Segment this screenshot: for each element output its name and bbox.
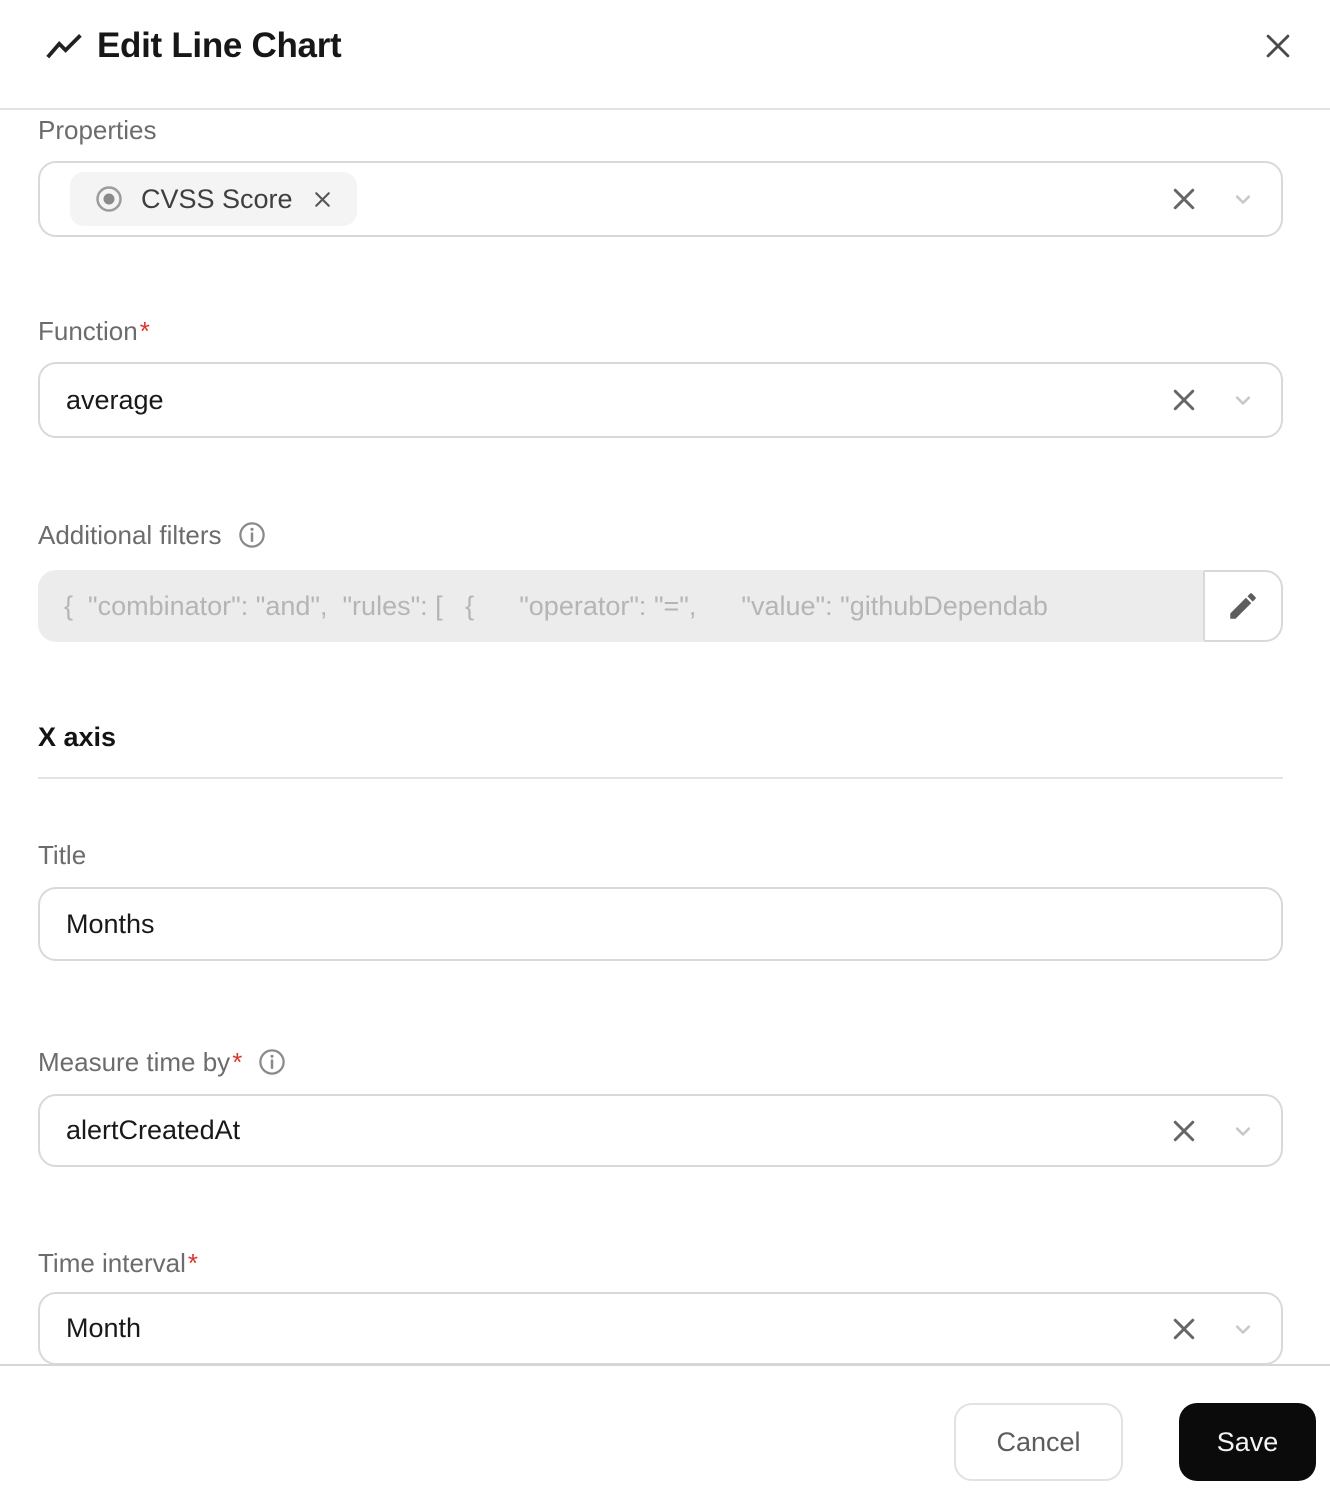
function-group: [38, 317, 1283, 438]
measure-time-by-dropdown-toggle[interactable]: [1229, 1117, 1257, 1145]
modal-content: [0, 110, 1330, 1364]
selected-property-chip: [70, 172, 357, 226]
required-asterisk: *: [139, 316, 150, 346]
properties-dropdown-toggle[interactable]: [1229, 185, 1257, 213]
time-interval-value: Month: [66, 1313, 142, 1343]
function-dropdown-toggle[interactable]: [1229, 386, 1257, 414]
filter-json-text: { "combinator": "and", "rules": [ { "operator": "=", "value": "githubDependab: [64, 590, 1048, 621]
chevron-down-icon: [1229, 1117, 1257, 1145]
properties-clear-button[interactable]: [1169, 184, 1199, 214]
modal-footer: [0, 1364, 1330, 1506]
time-interval-label: Time interval *: [38, 1248, 198, 1278]
properties-multiselect[interactable]: [38, 161, 1283, 237]
time-interval-clear-button[interactable]: [1169, 1314, 1199, 1344]
additional-filters-row: [38, 570, 1283, 642]
chip-label: CVSS Score: [141, 183, 293, 214]
additional-filters-group: [38, 520, 1283, 642]
required-asterisk: *: [232, 1047, 243, 1077]
close-button[interactable]: [1256, 24, 1300, 68]
info-icon[interactable]: [237, 520, 267, 550]
measure-time-by-clear-button[interactable]: [1169, 1116, 1199, 1146]
additional-filters-input-disabled: [38, 570, 1203, 642]
time-interval-dropdown-toggle[interactable]: [1229, 1315, 1257, 1343]
line-chart-icon: [45, 28, 83, 66]
x-axis-section: [38, 722, 1283, 779]
cancel-button[interactable]: Cancel: [954, 1403, 1123, 1481]
info-icon[interactable]: [257, 1047, 287, 1077]
function-value: average: [66, 384, 164, 415]
edit-filters-button[interactable]: [1203, 570, 1283, 642]
radio-selected-icon: [94, 184, 124, 214]
title-label: Title: [38, 840, 87, 870]
time-interval-select[interactable]: [38, 1292, 1283, 1364]
chevron-down-icon: [1229, 386, 1257, 414]
clear-x-icon: [1169, 1116, 1199, 1146]
measure-time-by-label: Measure time by *: [38, 1047, 1283, 1077]
clear-x-icon: [1169, 184, 1199, 214]
additional-filters-label: Additional filters: [38, 520, 1283, 550]
properties-group: [38, 116, 1283, 237]
x-axis-section-title: X axis: [38, 722, 117, 752]
function-clear-button[interactable]: [1169, 385, 1199, 415]
chevron-down-icon: [1229, 1315, 1257, 1343]
measure-time-by-group: [38, 1047, 1283, 1167]
clear-x-icon: [1169, 385, 1199, 415]
chip-remove-button[interactable]: [310, 187, 335, 212]
measure-time-by-select[interactable]: [38, 1094, 1283, 1167]
function-label: Function *: [38, 316, 150, 346]
required-asterisk: *: [187, 1248, 198, 1278]
modal-title: Edit Line Chart: [97, 26, 342, 65]
section-divider: [38, 777, 1283, 779]
modal-header: [0, 0, 1330, 110]
clear-x-icon: [1169, 1314, 1199, 1344]
chip-remove-x-icon: [310, 187, 335, 212]
properties-label: Properties: [38, 115, 157, 145]
measure-time-by-value: alertCreatedAt: [66, 1115, 241, 1145]
x-axis-title-group: [38, 841, 1283, 961]
close-icon: [1261, 29, 1295, 63]
function-select[interactable]: [38, 362, 1283, 438]
time-interval-group: [38, 1249, 1283, 1364]
chevron-down-icon: [1229, 185, 1257, 213]
pencil-icon: [1226, 589, 1260, 623]
save-button[interactable]: Save: [1179, 1403, 1316, 1481]
x-axis-title-input[interactable]: [38, 887, 1283, 961]
